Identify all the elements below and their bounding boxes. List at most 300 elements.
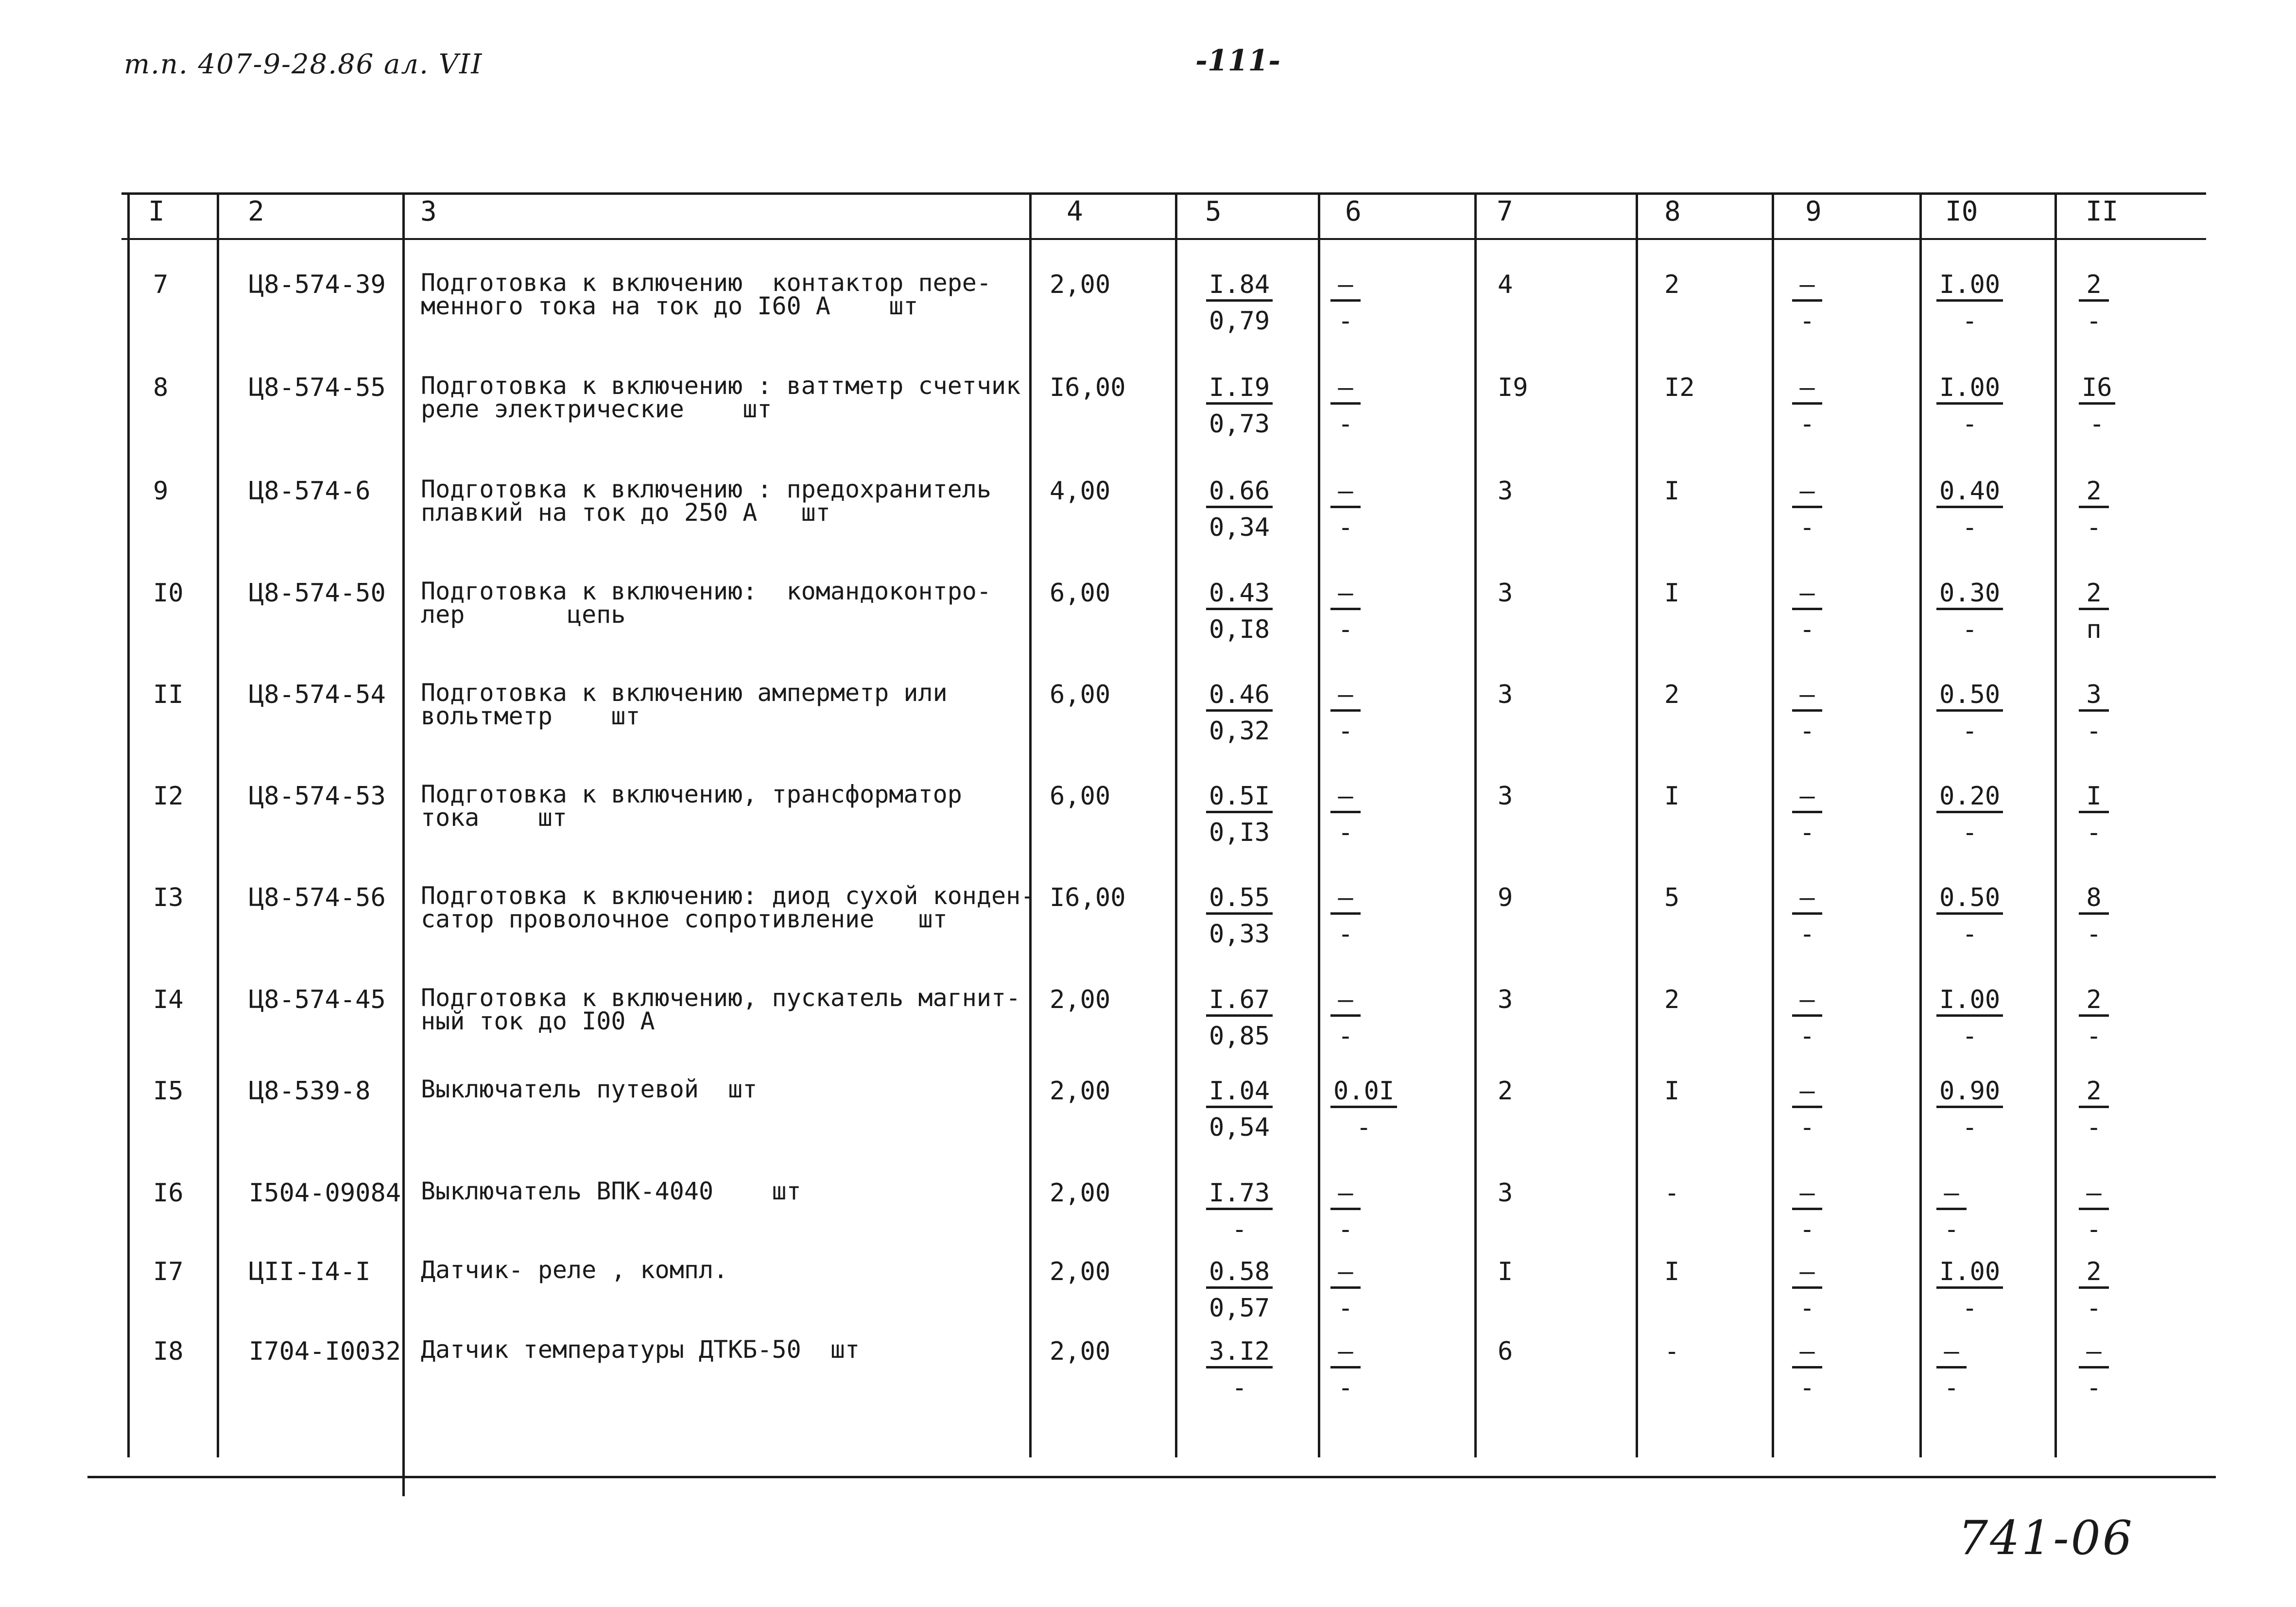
- fraction-denominator: -: [1799, 307, 1815, 336]
- fraction-numerator: 2: [2079, 479, 2109, 508]
- description-line: Подготовка к включению, пускатель магнит-: [421, 984, 1021, 1012]
- row-value-4: 2,00: [1050, 1257, 1111, 1286]
- fraction-numerator: –: [1792, 581, 1822, 610]
- fraction-c9: [1792, 581, 1822, 642]
- fraction-c10: [1936, 272, 2003, 334]
- fraction-c10: [1936, 1180, 1967, 1242]
- fraction-numerator: –: [1792, 682, 1822, 712]
- fraction-denominator: -: [2086, 1373, 2102, 1402]
- row-value-7: 3: [1498, 477, 1513, 506]
- fraction-c5: [1206, 987, 1273, 1049]
- row-value-4: 6,00: [1050, 782, 1111, 811]
- row-value-4: 2,00: [1050, 1077, 1111, 1106]
- fraction-c11: [2079, 1259, 2109, 1321]
- fraction-c5: [1206, 272, 1273, 334]
- fraction-c10: [1936, 375, 2003, 437]
- fraction-c5: [1206, 479, 1273, 540]
- column-header: 5: [1205, 196, 1222, 227]
- fraction-denominator: 0,57: [1209, 1294, 1270, 1323]
- fraction-c6: [1330, 479, 1361, 540]
- fraction-c6: [1330, 1180, 1361, 1242]
- row-value-8: I: [1664, 579, 1680, 608]
- fraction-c9: [1792, 1259, 1822, 1321]
- row-number: I8: [153, 1337, 184, 1366]
- description-line: Выключатель ВПК-4040 шт: [421, 1177, 801, 1205]
- fraction-c11: [2079, 1078, 2109, 1140]
- row-code: Ц8-574-55: [249, 373, 386, 402]
- row-description: [421, 1177, 801, 1205]
- fraction-denominator: -: [1338, 1373, 1353, 1402]
- fraction-numerator: 0.50: [1936, 885, 2003, 915]
- fraction-numerator: –: [1792, 1180, 1822, 1210]
- fraction-numerator: 2: [2079, 987, 2109, 1017]
- fraction-numerator: I.84: [1206, 272, 1273, 302]
- fraction-c10: [1936, 1259, 2003, 1321]
- row-number: 9: [153, 477, 169, 506]
- fraction-denominator: -: [1962, 818, 1978, 847]
- column-header: 9: [1805, 196, 1822, 227]
- fraction-c5: [1206, 1339, 1273, 1401]
- fraction-denominator: -: [1338, 818, 1353, 847]
- fraction-c9: [1792, 479, 1822, 540]
- fraction-numerator: –: [1792, 272, 1822, 302]
- fraction-denominator: -: [1799, 818, 1815, 847]
- fraction-numerator: –: [2079, 1180, 2109, 1210]
- row-code: Ц8-539-8: [249, 1077, 371, 1106]
- fraction-denominator: -: [2086, 717, 2102, 746]
- fraction-c11: [2079, 375, 2115, 437]
- column-border: [1029, 193, 1032, 1457]
- fraction-numerator: 0.43: [1206, 581, 1273, 610]
- fraction-c10: [1936, 682, 2003, 744]
- fraction-denominator: -: [1962, 1294, 1978, 1323]
- row-code: Ц8-574-45: [249, 985, 386, 1014]
- fraction-denominator: -: [1962, 615, 1978, 644]
- fraction-denominator: -: [1962, 307, 1978, 336]
- fraction-denominator: 0,I8: [1209, 615, 1270, 644]
- fraction-denominator: -: [2089, 410, 2105, 439]
- fraction-c10: [1936, 1078, 2003, 1140]
- fraction-c10: [1936, 479, 2003, 540]
- fraction-c11: [2079, 987, 2109, 1049]
- row-code: Ц8-574-6: [249, 477, 371, 506]
- description-line: Выключатель путевой шт: [421, 1075, 758, 1103]
- fraction-numerator: 0.55: [1206, 885, 1273, 915]
- row-value-4: I6,00: [1050, 373, 1126, 402]
- row-value-8: I: [1664, 477, 1680, 506]
- row-value-4: 6,00: [1050, 579, 1111, 608]
- description-line: Подготовка к включению: командоконтро-: [421, 577, 991, 605]
- column-header: 3: [420, 196, 437, 227]
- fraction-denominator: -: [1799, 1022, 1815, 1051]
- description-line: менного тока на ток до I60 А шт: [421, 292, 918, 320]
- fraction-denominator: 0,32: [1209, 717, 1270, 746]
- fraction-c6: [1330, 885, 1361, 947]
- description-line: ный ток до I00 А: [421, 1007, 655, 1035]
- corner-code: 741-06: [1958, 1511, 2134, 1565]
- fraction-numerator: –: [1792, 1078, 1822, 1108]
- fraction-numerator: I.04: [1206, 1078, 1273, 1108]
- row-description: [421, 577, 991, 629]
- description-line: вольтметр шт: [421, 702, 640, 730]
- fraction-denominator: -: [2086, 1294, 2102, 1323]
- fraction-c11: [2079, 581, 2109, 642]
- fraction-numerator: I: [2079, 784, 2109, 813]
- header-bottom-rule: [121, 238, 2206, 240]
- description-line: Подготовка к включению амперметр или: [421, 679, 948, 707]
- fraction-c6: [1330, 1259, 1361, 1321]
- row-value-4: 2,00: [1050, 1337, 1111, 1366]
- fraction-numerator: 2: [2079, 272, 2109, 302]
- row-value-7: 9: [1498, 883, 1513, 912]
- fraction-denominator: -: [1338, 615, 1353, 644]
- column-header: 7: [1497, 196, 1513, 227]
- fraction-numerator: –: [1792, 784, 1822, 813]
- fraction-denominator: -: [1799, 1294, 1815, 1323]
- row-value-8: 2: [1664, 270, 1680, 299]
- column-border: [217, 193, 219, 1457]
- fraction-denominator: -: [1338, 1022, 1353, 1051]
- fraction-numerator: I.00: [1936, 375, 2003, 405]
- row-number: II: [153, 680, 184, 709]
- row-code: Ц8-574-54: [249, 680, 386, 709]
- fraction-denominator: 0,73: [1209, 410, 1270, 439]
- fraction-c6: [1330, 1339, 1361, 1401]
- fraction-numerator: –: [1330, 375, 1361, 405]
- column-header: 6: [1345, 196, 1362, 227]
- fraction-denominator: -: [1799, 1373, 1815, 1402]
- fraction-numerator: –: [1792, 1259, 1822, 1289]
- fraction-denominator: 0,54: [1209, 1113, 1270, 1142]
- fraction-denominator: -: [1799, 513, 1815, 542]
- fraction-c9: [1792, 682, 1822, 744]
- fraction-denominator: -: [1338, 920, 1353, 949]
- row-value-7: 3: [1498, 985, 1513, 1014]
- column-border: [1772, 193, 1774, 1457]
- row-description: [421, 1077, 757, 1101]
- fraction-c9: [1792, 784, 1822, 845]
- row-description: [421, 780, 962, 832]
- column-header: 8: [1664, 196, 1681, 227]
- fraction-numerator: –: [1792, 1339, 1822, 1368]
- fraction-denominator: -: [1338, 307, 1353, 336]
- row-number: 7: [153, 270, 169, 299]
- fraction-numerator: I.00: [1936, 1259, 2003, 1289]
- column-border: [1919, 193, 1922, 1457]
- fraction-denominator: -: [2086, 1022, 2102, 1051]
- fraction-numerator: –: [1792, 885, 1822, 915]
- fraction-denominator: -: [1944, 1373, 1959, 1402]
- fraction-c6: [1330, 987, 1361, 1049]
- fraction-denominator: -: [2086, 818, 2102, 847]
- table-top-rule: [121, 192, 2206, 195]
- fraction-c6: [1330, 1078, 1397, 1140]
- fraction-numerator: –: [1330, 479, 1361, 508]
- fraction-denominator: -: [1338, 1215, 1353, 1244]
- column-border: [1318, 193, 1320, 1457]
- description-line: лер цепь: [421, 600, 626, 629]
- row-number: I5: [153, 1077, 184, 1106]
- row-number: I3: [153, 883, 184, 912]
- fraction-denominator: -: [2086, 307, 2102, 336]
- row-value-4: 4,00: [1050, 477, 1111, 506]
- fraction-denominator: -: [1962, 1022, 1978, 1051]
- description-line: Подготовка к включению : ваттметр счетчик: [421, 372, 1021, 400]
- fraction-c11: [2079, 1339, 2109, 1401]
- row-code: Ц8-574-50: [249, 579, 386, 608]
- fraction-numerator: –: [1330, 1259, 1361, 1289]
- row-code: I504-09084: [249, 1179, 401, 1208]
- row-value-8: I: [1664, 1257, 1680, 1286]
- column-border: [402, 193, 405, 1496]
- row-code: Ц8-574-39: [249, 270, 386, 299]
- row-code: ЦII-I4-I: [249, 1257, 371, 1286]
- row-description: [421, 475, 991, 527]
- row-value-8: I: [1664, 1077, 1680, 1106]
- fraction-numerator: I.00: [1936, 272, 2003, 302]
- fraction-c5: [1206, 375, 1273, 437]
- fraction-c5: [1206, 1259, 1273, 1321]
- fraction-c10: [1936, 885, 2003, 947]
- row-number: I2: [153, 782, 184, 811]
- fraction-c5: [1206, 581, 1273, 642]
- fraction-numerator: 0.90: [1936, 1078, 2003, 1108]
- fraction-denominator: -: [1799, 920, 1815, 949]
- fraction-denominator: -: [1356, 1113, 1372, 1142]
- fraction-numerator: –: [1792, 987, 1822, 1017]
- fraction-denominator: 0,85: [1209, 1022, 1270, 1051]
- fraction-numerator: –: [1792, 479, 1822, 508]
- fraction-c6: [1330, 581, 1361, 642]
- column-header: 4: [1067, 196, 1083, 227]
- row-value-8: -: [1664, 1179, 1680, 1208]
- row-value-8: I: [1664, 782, 1680, 811]
- fraction-c11: [2079, 479, 2109, 540]
- fraction-denominator: -: [1962, 513, 1978, 542]
- row-number: I4: [153, 985, 184, 1014]
- fraction-numerator: –: [1936, 1180, 1967, 1210]
- column-border: [1175, 193, 1177, 1457]
- fraction-c6: [1330, 375, 1361, 437]
- row-value-7: I9: [1498, 373, 1528, 402]
- fraction-numerator: I6: [2079, 375, 2115, 405]
- fraction-denominator: -: [1799, 410, 1815, 439]
- fraction-c10: [1936, 987, 2003, 1049]
- fraction-denominator: -: [1962, 920, 1978, 949]
- fraction-numerator: –: [1330, 1180, 1361, 1210]
- description-line: Подготовка к включению: диод сухой конден-: [421, 882, 1036, 910]
- row-description: [421, 884, 1035, 931]
- fraction-c9: [1792, 885, 1822, 947]
- row-value-7: 3: [1498, 1179, 1513, 1208]
- row-number: 8: [153, 373, 169, 402]
- column-border: [2054, 193, 2057, 1457]
- fraction-c11: [2079, 784, 2109, 845]
- fraction-numerator: 0.20: [1936, 784, 2003, 813]
- column-header: II: [2086, 196, 2119, 227]
- fraction-c11: [2079, 1180, 2109, 1242]
- fraction-numerator: 8: [2079, 885, 2109, 915]
- fraction-numerator: 2: [2079, 581, 2109, 610]
- table-bottom-rule: [87, 1476, 2216, 1478]
- fraction-denominator: -: [1962, 410, 1978, 439]
- row-code: I704-I0032: [249, 1337, 401, 1366]
- fraction-denominator: -: [1799, 615, 1815, 644]
- fraction-numerator: I.73: [1206, 1180, 1273, 1210]
- fraction-numerator: I.00: [1936, 987, 2003, 1017]
- fraction-numerator: I.67: [1206, 987, 1273, 1017]
- row-value-8: 2: [1664, 680, 1680, 709]
- fraction-denominator: -: [1962, 717, 1978, 746]
- fraction-numerator: –: [1330, 1339, 1361, 1368]
- column-header: I0: [1945, 196, 1978, 227]
- row-value-8: -: [1664, 1337, 1680, 1366]
- page-number: -111-: [1195, 44, 1281, 78]
- fraction-denominator: -: [1962, 1113, 1978, 1142]
- description-line: сатор проволочное сопротивление шт: [421, 905, 948, 933]
- fraction-denominator: -: [1338, 410, 1353, 439]
- fraction-c6: [1330, 272, 1361, 334]
- fraction-denominator: -: [1231, 1215, 1247, 1244]
- fraction-c11: [2079, 682, 2109, 744]
- fraction-c5: [1206, 1180, 1273, 1242]
- fraction-numerator: I.I9: [1206, 375, 1273, 405]
- row-code: Ц8-574-56: [249, 883, 386, 912]
- fraction-numerator: –: [1330, 682, 1361, 712]
- fraction-numerator: 0.40: [1936, 479, 2003, 508]
- row-description: [421, 1258, 728, 1282]
- row-value-8: 2: [1664, 985, 1680, 1014]
- row-value-4: 2,00: [1050, 1179, 1111, 1208]
- row-description: [421, 681, 948, 728]
- fraction-c5: [1206, 682, 1273, 744]
- fraction-c9: [1792, 272, 1822, 334]
- row-value-4: 2,00: [1050, 985, 1111, 1014]
- row-value-7: 3: [1498, 680, 1513, 709]
- row-number: I6: [153, 1179, 184, 1208]
- column-header: 2: [248, 196, 264, 227]
- fraction-denominator: -: [1799, 717, 1815, 746]
- fraction-numerator: –: [1936, 1339, 1967, 1368]
- fraction-denominator: -: [1231, 1373, 1247, 1402]
- fraction-c5: [1206, 885, 1273, 947]
- row-value-4: 6,00: [1050, 680, 1111, 709]
- fraction-numerator: 2: [2079, 1078, 2109, 1108]
- fraction-numerator: 0.0I: [1330, 1078, 1397, 1108]
- description-line: реле электрические шт: [421, 395, 772, 423]
- fraction-c11: [2079, 272, 2109, 334]
- row-value-7: 3: [1498, 782, 1513, 811]
- fraction-denominator: -: [2086, 1113, 2102, 1142]
- fraction-denominator: -: [1338, 513, 1353, 542]
- row-value-8: I2: [1664, 373, 1695, 402]
- column-border: [127, 193, 130, 1457]
- fraction-denominator: -: [2086, 1215, 2102, 1244]
- row-description: [421, 986, 1020, 1033]
- row-description: [421, 1335, 860, 1364]
- description-line: Подготовка к включению, трансформатор: [421, 780, 962, 808]
- fraction-c5: [1206, 784, 1273, 845]
- row-value-8: 5: [1664, 883, 1680, 912]
- fraction-c10: [1936, 784, 2003, 845]
- row-value-4: I6,00: [1050, 883, 1126, 912]
- fraction-numerator: –: [2079, 1339, 2109, 1368]
- fraction-denominator: 0,79: [1209, 307, 1270, 336]
- row-number: I0: [153, 579, 184, 608]
- fraction-denominator: -: [1799, 1113, 1815, 1142]
- fraction-denominator: п: [2086, 615, 2102, 644]
- fraction-numerator: –: [1330, 885, 1361, 915]
- description-line: тока шт: [421, 804, 568, 832]
- fraction-denominator: -: [1338, 1294, 1353, 1323]
- row-value-7: 6: [1498, 1337, 1513, 1366]
- fraction-c10: [1936, 1339, 1967, 1401]
- fraction-c11: [2079, 885, 2109, 947]
- fraction-numerator: –: [1330, 987, 1361, 1017]
- fraction-c6: [1330, 784, 1361, 845]
- fraction-c9: [1792, 1078, 1822, 1140]
- column-header: I: [148, 196, 165, 227]
- row-value-7: 3: [1498, 579, 1513, 608]
- fraction-numerator: 2: [2079, 1259, 2109, 1289]
- fraction-denominator: 0,34: [1209, 513, 1270, 542]
- fraction-c10: [1936, 581, 2003, 642]
- fraction-numerator: 3: [2079, 682, 2109, 712]
- fraction-numerator: 3.I2: [1206, 1339, 1273, 1368]
- fraction-numerator: 0.5I: [1206, 784, 1273, 813]
- fraction-numerator: –: [1792, 375, 1822, 405]
- row-value-7: I: [1498, 1257, 1513, 1286]
- fraction-denominator: -: [1338, 717, 1353, 746]
- row-number: I7: [153, 1257, 184, 1286]
- row-value-7: 2: [1498, 1077, 1513, 1106]
- row-code: Ц8-574-53: [249, 782, 386, 811]
- description-line: Датчик- реле , компл.: [421, 1256, 728, 1284]
- fraction-denominator: -: [1799, 1215, 1815, 1244]
- fraction-c9: [1792, 1339, 1822, 1401]
- document-code: т.п. 407-9-28.86 ал. VII: [124, 49, 483, 80]
- row-value-4: 2,00: [1050, 270, 1111, 299]
- fraction-numerator: 0.58: [1206, 1259, 1273, 1289]
- fraction-numerator: –: [1330, 272, 1361, 302]
- fraction-denominator: 0,I3: [1209, 818, 1270, 847]
- description-line: Датчик температуры ДТКБ-50 шт: [421, 1335, 860, 1364]
- fraction-denominator: -: [2086, 513, 2102, 542]
- column-border: [1474, 193, 1477, 1457]
- fraction-numerator: 0.50: [1936, 682, 2003, 712]
- fraction-denominator: -: [1944, 1215, 1959, 1244]
- description-line: плавкий на ток до 250 А шт: [421, 498, 830, 527]
- fraction-numerator: 0.66: [1206, 479, 1273, 508]
- fraction-denominator: 0,33: [1209, 920, 1270, 949]
- fraction-denominator: -: [2086, 920, 2102, 949]
- description-line: Подготовка к включению : предохранитель: [421, 475, 991, 503]
- fraction-numerator: –: [1330, 784, 1361, 813]
- row-description: [421, 271, 991, 318]
- row-value-7: 4: [1498, 270, 1513, 299]
- column-border: [1636, 193, 1638, 1457]
- fraction-c9: [1792, 987, 1822, 1049]
- fraction-numerator: –: [1330, 581, 1361, 610]
- fraction-c5: [1206, 1078, 1273, 1140]
- fraction-numerator: 0.30: [1936, 581, 2003, 610]
- fraction-c6: [1330, 682, 1361, 744]
- fraction-c9: [1792, 1180, 1822, 1242]
- fraction-c9: [1792, 375, 1822, 437]
- fraction-numerator: 0.46: [1206, 682, 1273, 712]
- row-description: [421, 374, 1020, 421]
- description-line: Подготовка к включению контактор пере-: [421, 269, 991, 297]
